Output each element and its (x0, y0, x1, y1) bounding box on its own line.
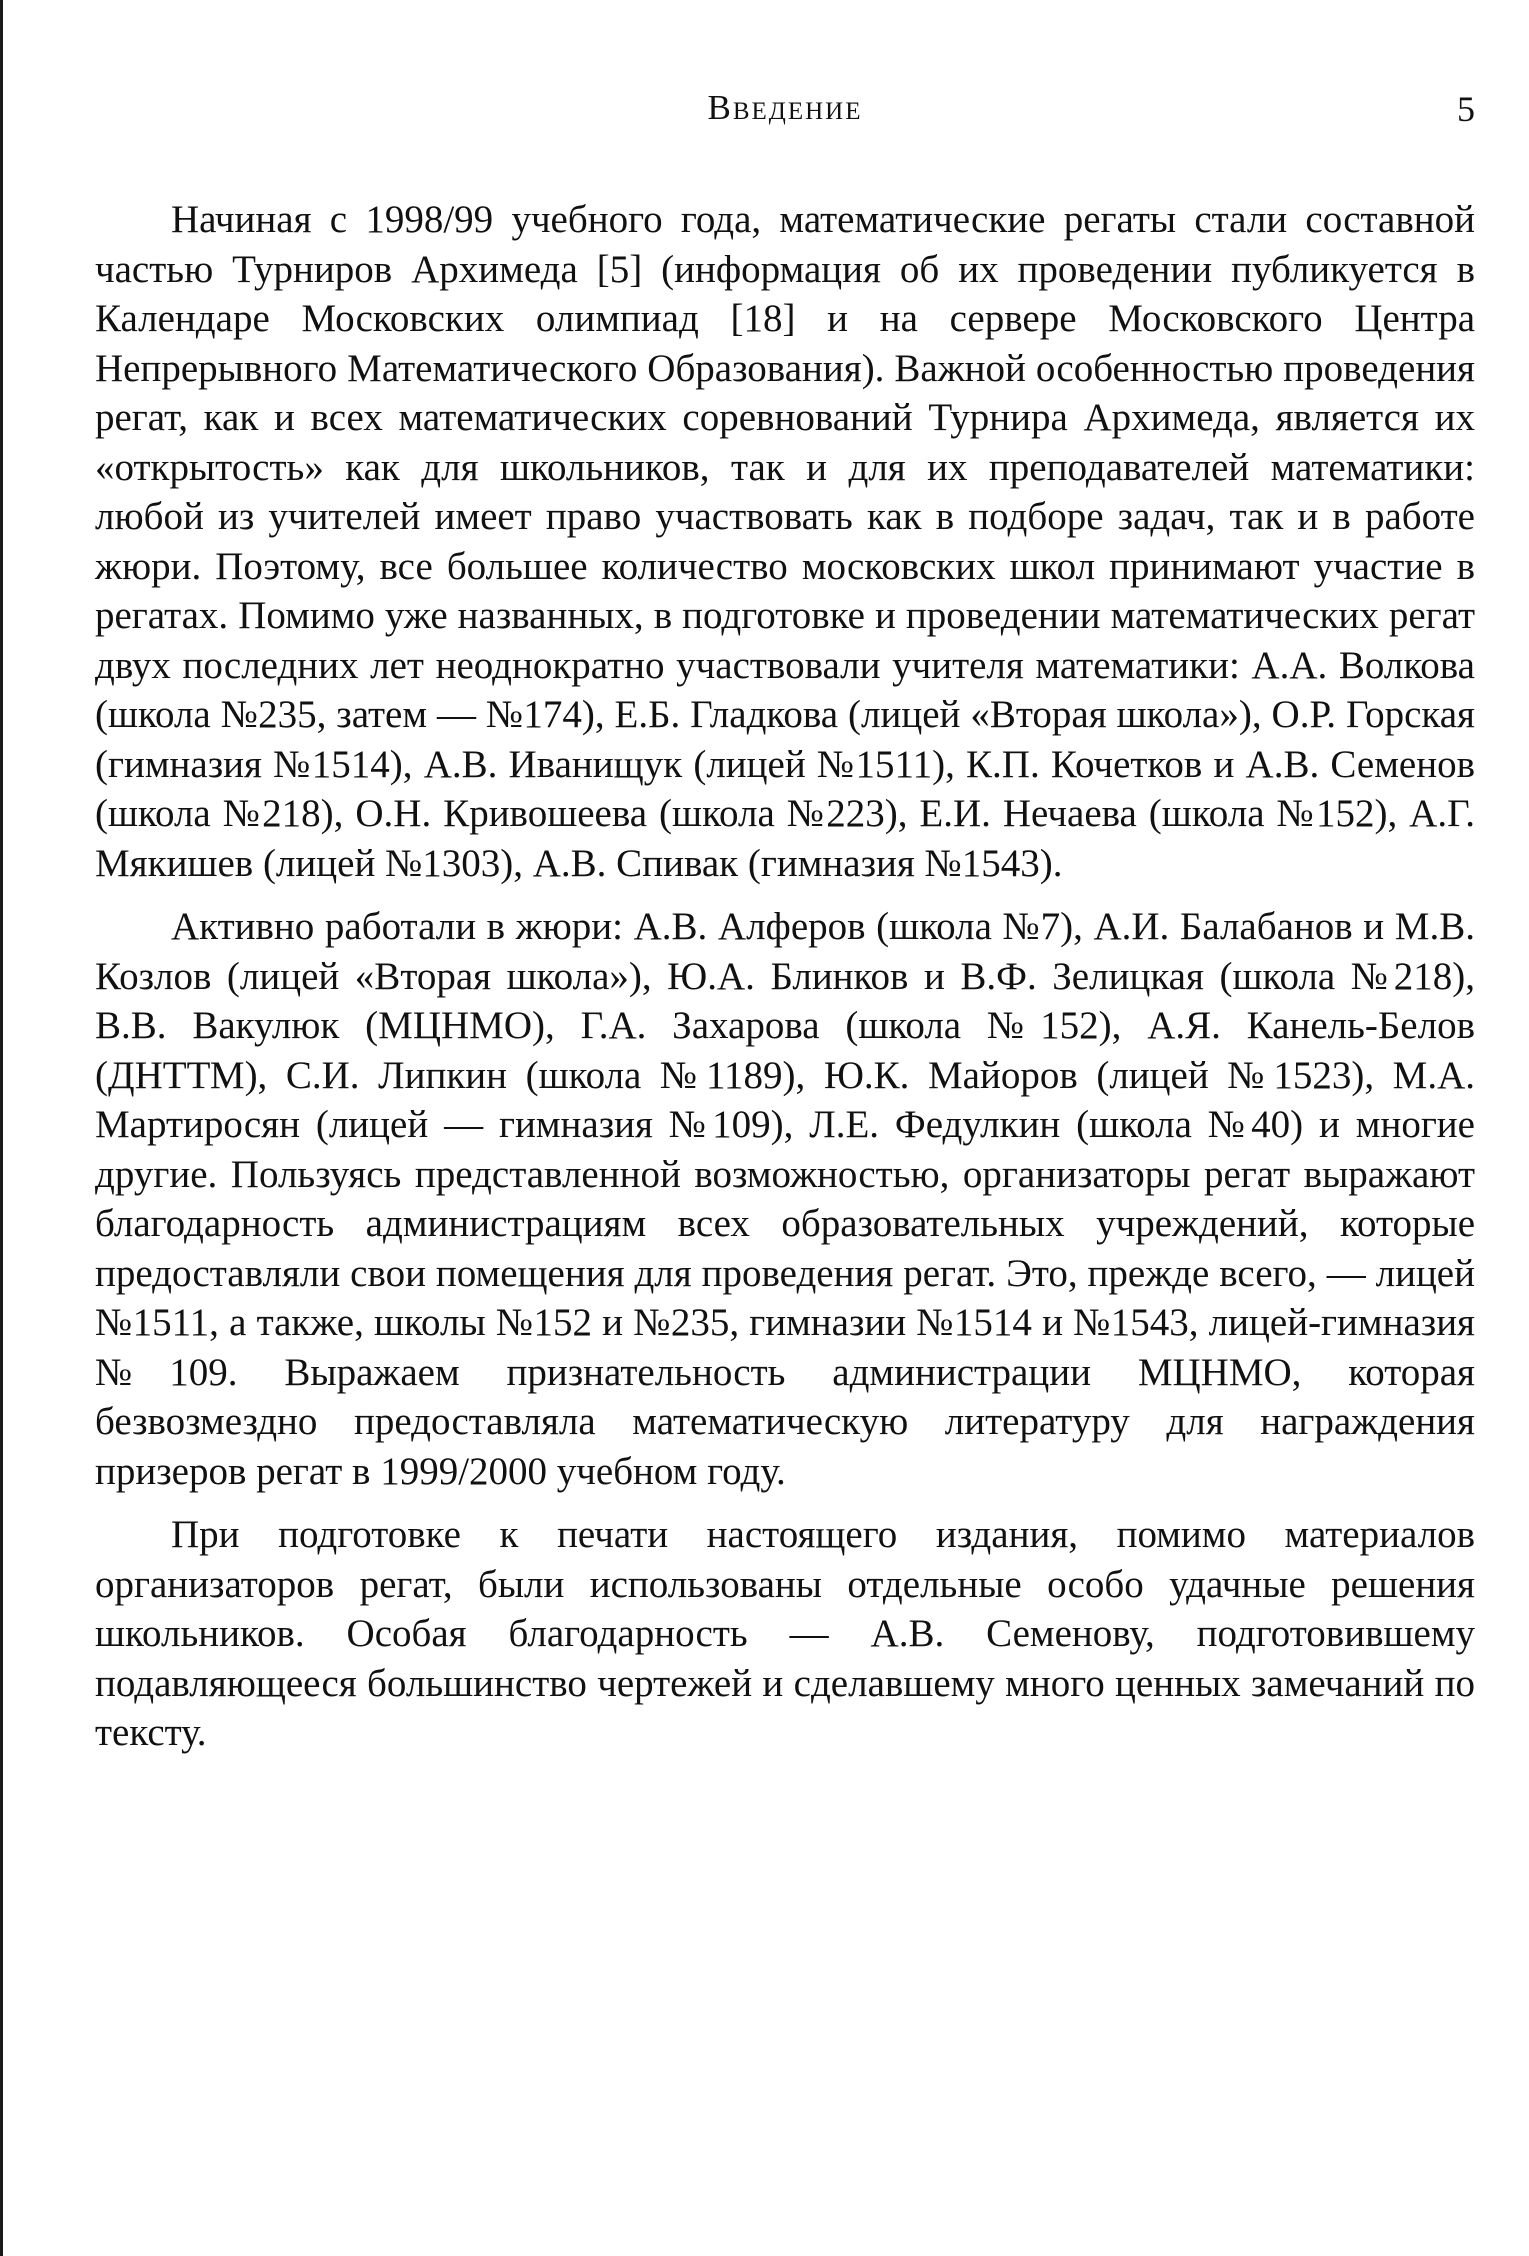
page-edge-line (0, 0, 3, 2256)
page-number: 5 (1457, 89, 1475, 129)
paragraph-acknowledgements: При подготовке к печати настоящего издания, помимо материалов организаторов регат, были использованы отдельные особо удачные решения школьников. Особая благодарность — А.В. Семенову, подготовившему подавляющееся большинство чертежей и сделавшему много ценных замечаний по тексту. (95, 1513, 1475, 1754)
running-header (95, 88, 1475, 138)
paragraph-jury: Активно работали в жюри: А.В. Алферов (школа №7), А.И. Балабанов и М.В. Козлов (лицей «Вторая школа»), Ю.А. Блинков и В.Ф. Зелицкая (школа №218), В.В. Вакулюк (МЦНМО), Г.А. Захарова (школа №152), А.Я. Канель-Белов (ДНТТМ), С.И. Липкин (школа №1189), Ю.К. Майоров (лицей №1523), М.А. Мартиросян (лицей — гимназия №109), Л.Е. Федулкин (школа №40) и многие другие. Пользуясь представленной возможностью, организаторы регат выражают благодарность администрациям всех образовательных учреждений, которые предоставляли свои помещения для проведения регат. Это, прежде всего, — лицей №1511, а также, школы №152 и №235, гимназии №1514 и №1543, лицей-гимназия №109. Выражаем признательность администрации МЦНМО, которая безвозмездно предоставляла математическую литературу для награждения призеров регат в 1999/2000 учебном году. (95, 905, 1475, 1493)
header-title: Введение (707, 88, 863, 127)
paragraph-regattas: Начиная с 1998/99 учебного года, математические регаты стали составной частью Турниров Архимеда [5] (информация об их проведении публикуется в Календаре Московских олимпиад [18] и на сервере Московского Центра Непрерывного Математического Образования). Важной особенностью проведения регат, как и всех математических соревнований Турнира Архимеда, является их «открытость» как для школьников, так и для их преподавателей математики: любой из учителей имеет право участвовать как в подборе задач, так и в работе жюри. Поэтому, все большее количество московских школ принимают участие в регатах. Помимо уже названных, в подготовке и проведении математических регат двух последних лет неоднократно участвовали учителя математики: А.А. Волкова (школа №235, затем — №174), Е.Б. Гладкова (лицей «Вторая школа»), О.Р. Горская (гимназия №1514), А.В. Иванищук (лицей №1511), К.П. Кочетков и А.В. Семенов (школа №218), О.Н. Кривошеева (школа №223), Е.И. Нечаева (школа №152), А.Г. Мякишев (лицей №1303), А.В. Спивак (гимназия №1543). (95, 198, 1475, 885)
body-text (95, 195, 1475, 1772)
